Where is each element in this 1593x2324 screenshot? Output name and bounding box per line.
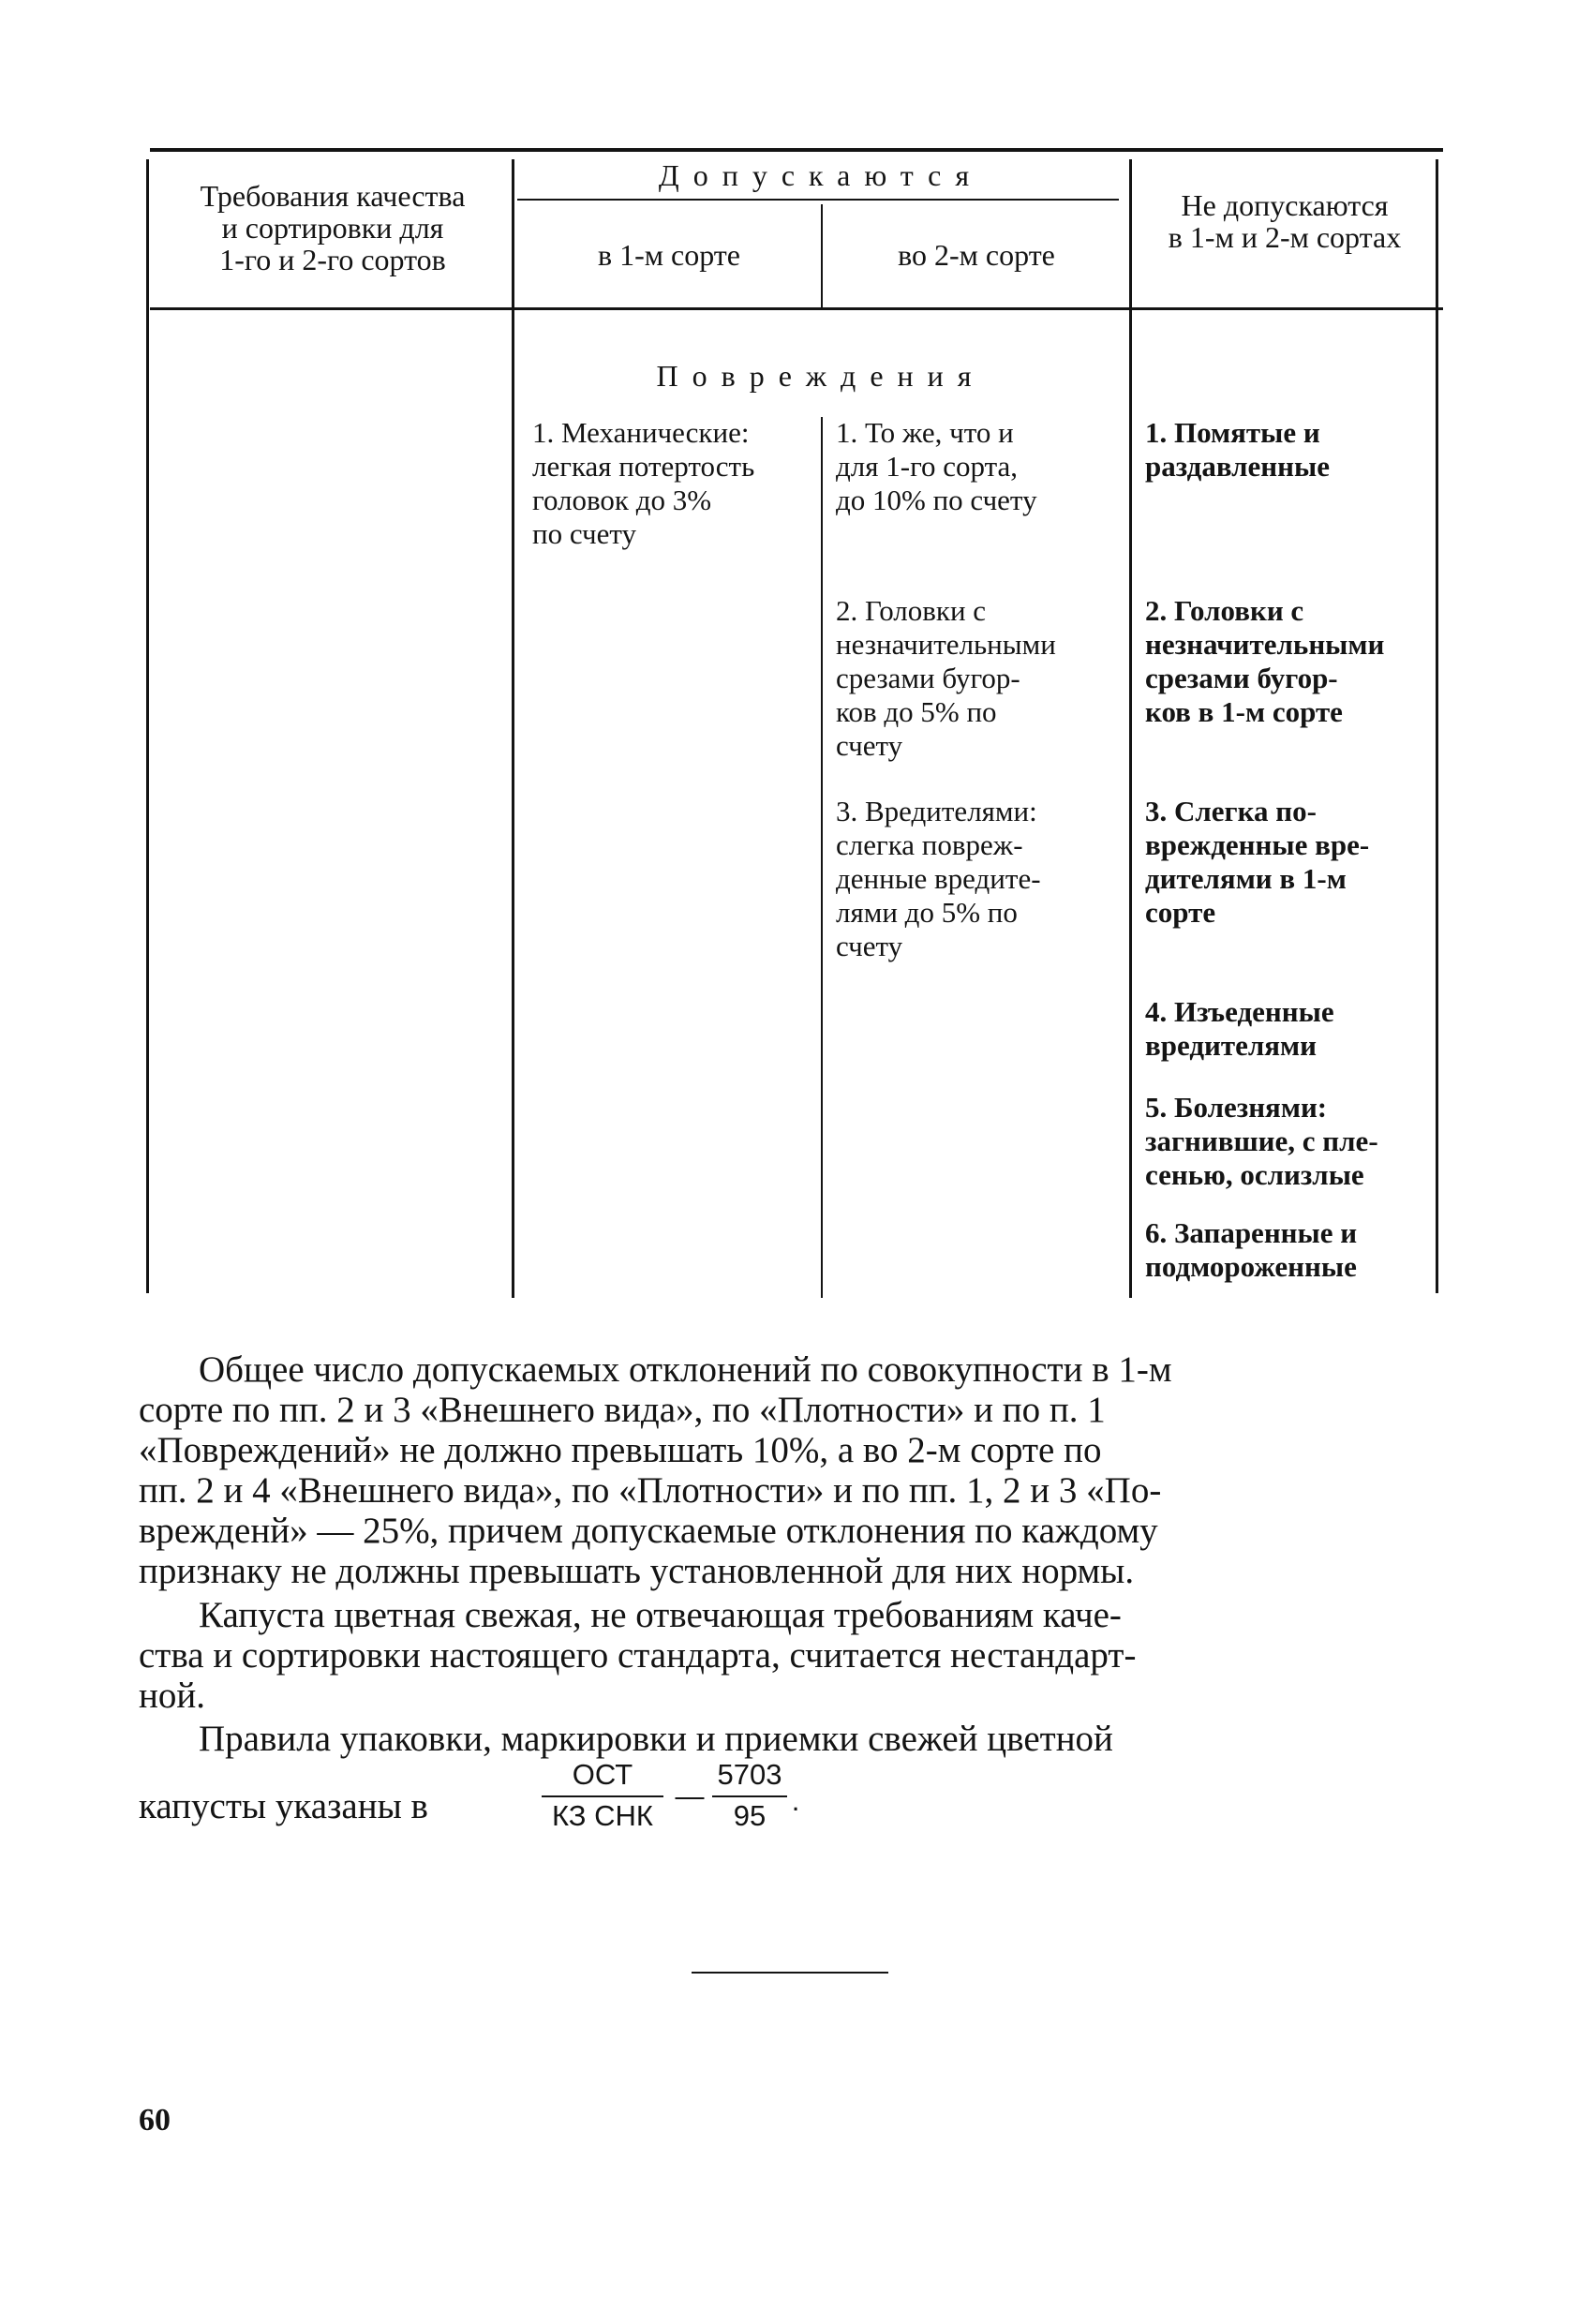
table-header-allowed: Допускаются	[658, 158, 984, 192]
paragraph-nonstandard: Капуста цветная свежая, не отвечающая требованиям каче- ства и сортировки настоящего стандарта, считается нестандарт- ной.	[139, 1595, 1137, 1716]
fraction-kzsnk-denominator: КЗ СНК	[552, 1799, 653, 1832]
table-header-grade-2: во 2-м сорте	[898, 238, 1055, 272]
cell-grade2-damage-3: 3. Вредителями: слегка повреж- денные вредите- лями до 5% по счету	[836, 795, 1041, 962]
table-header-bottom-rule	[150, 307, 1443, 310]
table-header-grade-1: в 1-м сорте	[598, 238, 740, 272]
cell-not-allowed-1: 1. Помятые и раздавленные	[1145, 416, 1330, 483]
fraction-number-denominator: 95	[733, 1799, 767, 1832]
fraction-bar-right	[712, 1795, 787, 1797]
cell-not-allowed-3: 3. Слегка по- врежденные вре- дителями в 1-м сорте	[1145, 795, 1370, 929]
table-top-rule	[150, 148, 1443, 152]
cell-grade1-damage-1: 1. Механические: легкая потертость головок до 3% по счету	[532, 416, 755, 550]
cell-not-allowed-5: 5. Болезнями: загнившие, с пле- сенью, ослизлые	[1145, 1091, 1378, 1191]
fraction-bar-left	[542, 1795, 663, 1797]
cell-grade2-damage-1: 1. То же, что и для 1-го сорта, до 10% по счету	[836, 416, 1037, 516]
col-divider-3	[1129, 159, 1132, 1298]
cell-grade2-damage-2: 2. Головки с незначительными срезами бугор- ков до 5% по счету	[836, 594, 1056, 762]
col-divider-2-body	[821, 417, 823, 1298]
paragraph-packaging-line-2: капусты указаны в	[139, 1786, 428, 1826]
paragraph-packaging-line-1: Правила упаковки, маркировки и приемки свежей цветной	[199, 1719, 1113, 1759]
fraction-period: .	[791, 1784, 800, 1817]
table-header-requirements: Требования качества и сортировки для 1-го и 2-го сортов	[200, 179, 466, 276]
table-header-not-allowed: Не допускаются в 1-м и 2-м сортах	[1168, 188, 1402, 254]
cell-not-allowed-6: 6. Запаренные и подмороженные	[1145, 1216, 1358, 1283]
paragraph-tolerances: Общее число допускаемых отклонений по совокупности в 1-м сорте по пп. 2 и 3 «Внешнего вида», по «Плотности» и по п. 1 «Повреждений» не должно превышать 10%, а во 2-м сорте по пп. 2 и 4 «Внешнего вида», по «Плотности» и по пп. 1, 2 и 3 «По- врежденй» — 25%, причем допускаемые отклонения по каждому признаку не должны превышать установленной для них нормы.	[139, 1349, 1172, 1591]
table-right-border	[1436, 159, 1438, 1293]
group-underline	[517, 199, 1119, 201]
end-separator-rule	[692, 1972, 888, 1974]
section-title-damage: Повреждения	[656, 359, 986, 393]
fraction-ost-numerator: ОСТ	[572, 1758, 633, 1791]
cell-not-allowed-2: 2. Головки с незначительными срезами бугор- ков в 1-м сорте	[1145, 594, 1385, 728]
col-divider-2	[821, 204, 823, 307]
fraction-dash: —	[675, 1780, 705, 1812]
table-left-border	[146, 159, 149, 1293]
cell-not-allowed-4: 4. Изъеденные вредителями	[1145, 995, 1334, 1062]
fraction-number-numerator: 5703	[717, 1758, 782, 1791]
col-divider-1	[512, 159, 514, 1298]
page-number: 60	[139, 2103, 171, 2138]
